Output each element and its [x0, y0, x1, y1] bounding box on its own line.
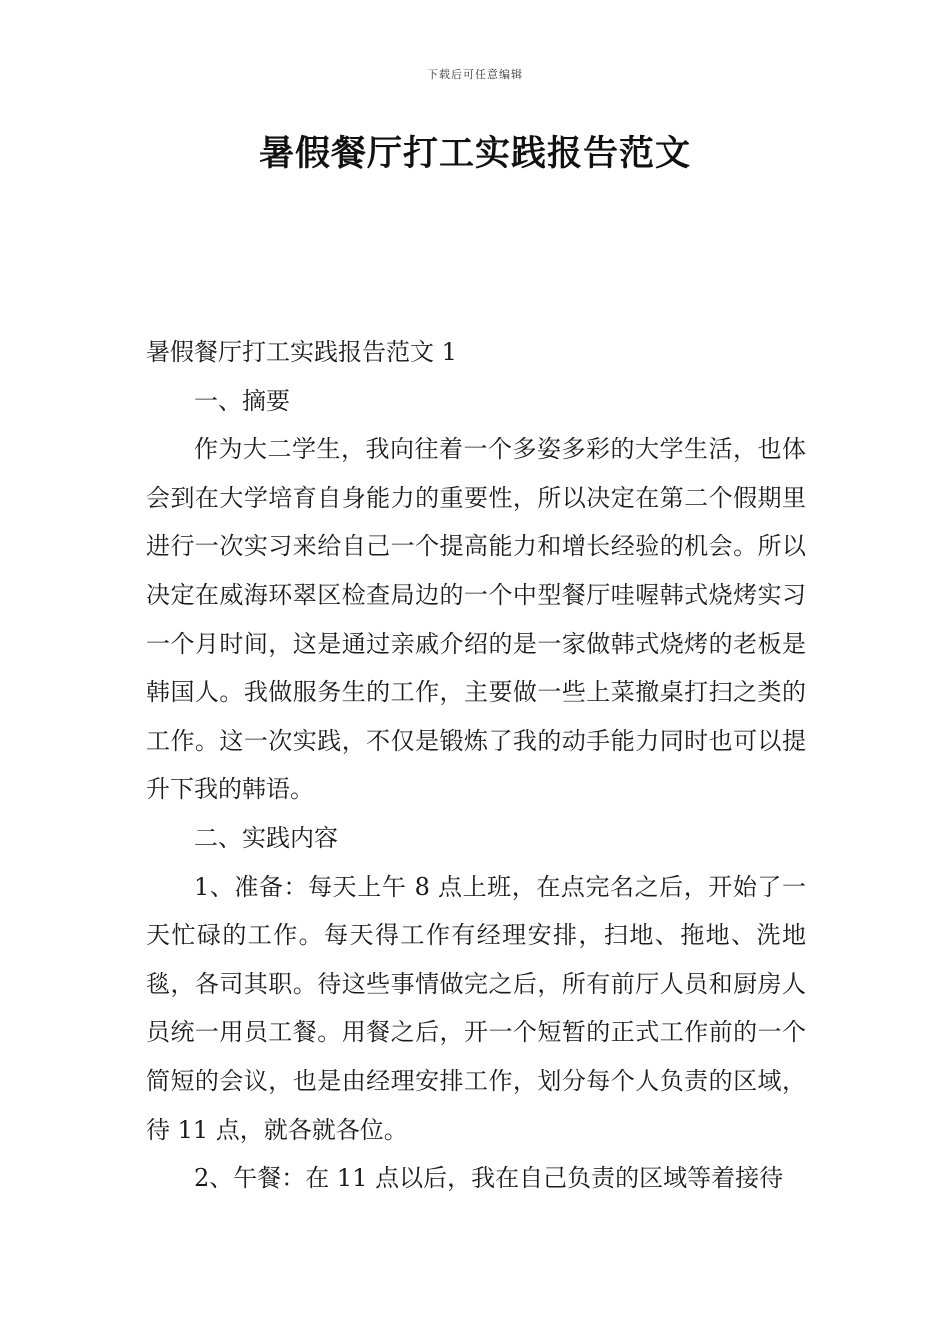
- document-title: 暑假餐厅打工实践报告范文: [258, 134, 691, 174]
- paragraph-abstract-body: 作为大二学生，我向往着一个多姿多彩的大学生活，也体会到在大学培育自身能力的重要性，所以决定在第二个假期里进行一次实习来给自己一个提高能力和增长经验的机会。所以决定在威海环翠区检查局边的一个中型餐厅哇喔韩式烧烤实习一个月时间，这是通过亲戚介绍的是一家做韩式烧烤的老板是韩国人。我做服务生的工作，主要做一些上菜撤桌打扫之类的工作。这一次实践，不仅是锻炼了我的动手能力同时也可以提升下我的韩语。: [146, 435, 806, 804]
- paragraph-abstract-heading: 一、摘要: [194, 386, 290, 415]
- section-title: 暑假餐厅打工实践报告范文 1: [146, 338, 457, 366]
- paragraph-lunch: 2、午餐：在 11 点以后，我在自己负责的区域等着接待: [194, 1164, 784, 1193]
- paragraph-content-heading: 二、实践内容: [194, 823, 338, 852]
- header-note: 下载后可任意编辑: [427, 68, 523, 81]
- document-body: [146, 328, 806, 1203]
- paragraph-preparation: 1、准备：每天上午 8 点上班，在点完名之后，开始了一天忙碌的工作。每天得工作有经理安排，扫地、拖地、洗地毯，各司其职。待这些事情做完之后，所有前厅人员和厨房人员统一用员工餐。用餐之后，开一个短暂的正式工作前的一个简短的会议，也是由经理安排工作，划分每个人负责的区域，待 11 点，就各就各位。: [146, 872, 806, 1144]
